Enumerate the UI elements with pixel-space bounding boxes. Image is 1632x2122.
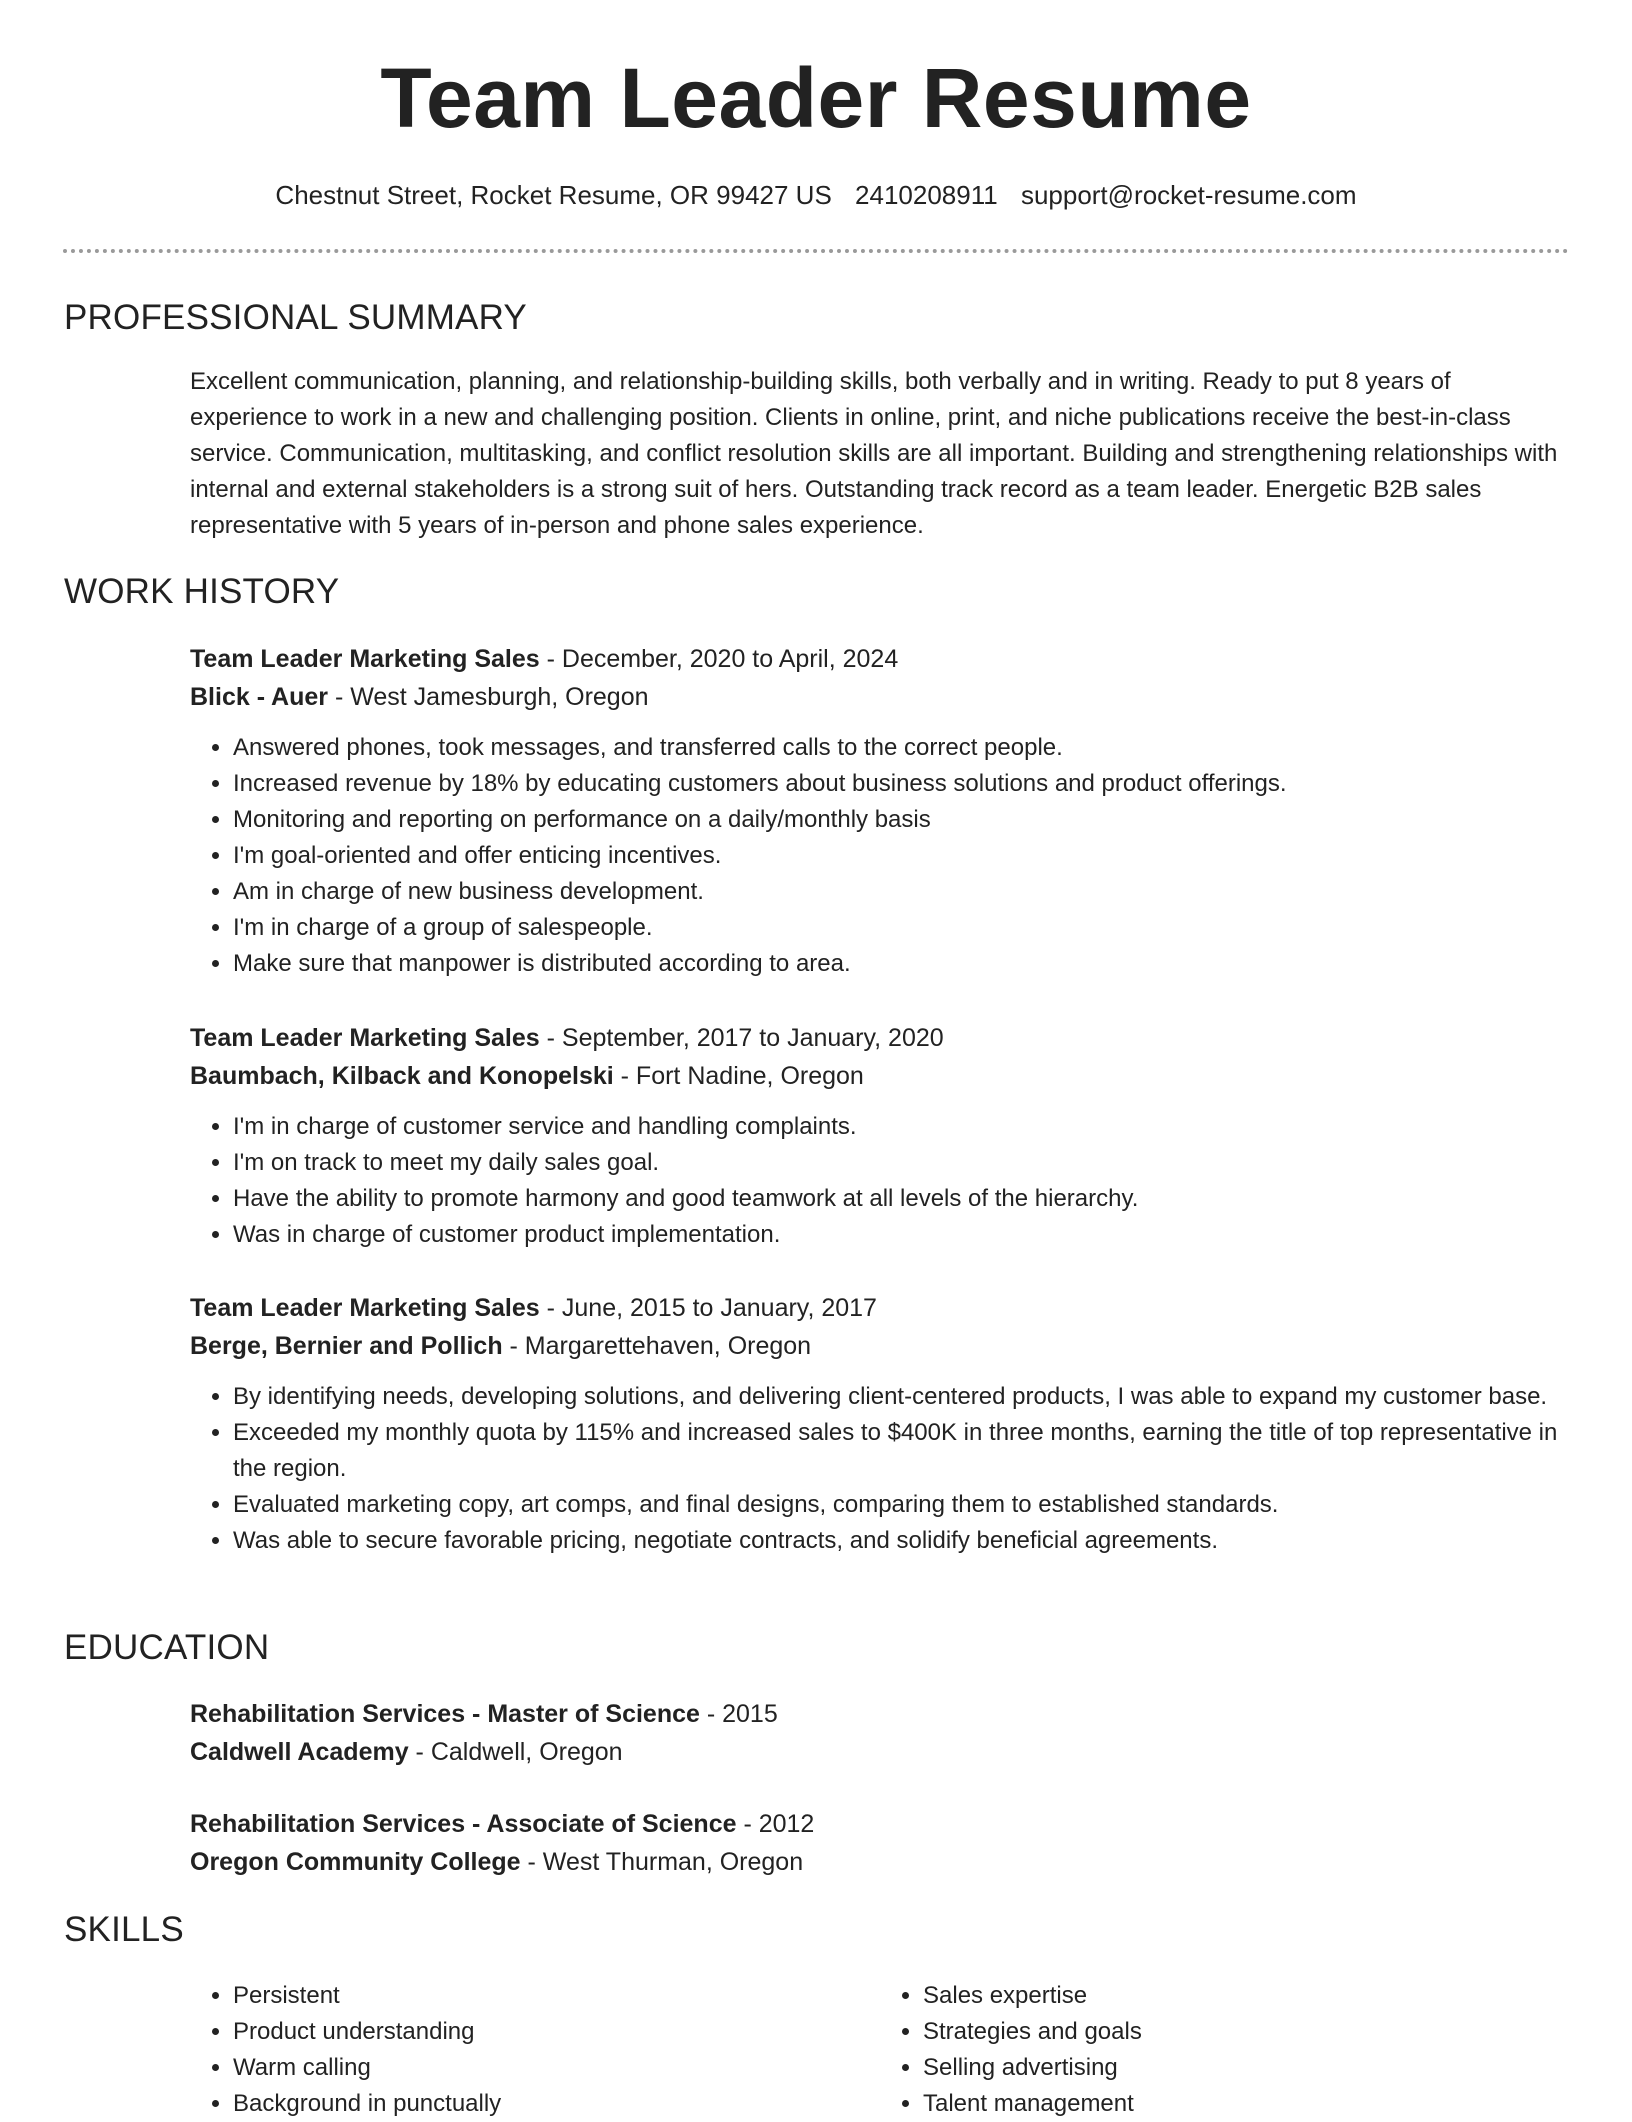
job-role: Team Leader Marketing Sales [190, 645, 540, 673]
education-year: - 2015 [699, 1700, 778, 1728]
job-role: Team Leader Marketing Sales [190, 1294, 540, 1322]
job-bullets [190, 1379, 1570, 1559]
job-bullet: • Exceeded my monthly quota by 115% and increased sales to $400K in three months, earning the title of top representative in the region. [233, 1415, 1570, 1487]
job-location: - Fort Nadine, Oregon [613, 1062, 864, 1090]
job-company-line [190, 1327, 1570, 1365]
job-bullets [190, 730, 1570, 982]
education-school: Oregon Community College [190, 1848, 521, 1876]
skills-column-left [190, 1978, 880, 2122]
resume-title: Team Leader Resume [380, 51, 1252, 145]
skill-item: • Sales expertise [923, 1978, 1570, 2014]
job-bullet: • Was able to secure favorable pricing, negotiate contracts, and solidify beneficial agreements. [233, 1523, 1570, 1559]
job-bullet: • Evaluated marketing copy, art comps, and final designs, comparing them to established standards. [233, 1487, 1570, 1523]
job-bullet: • Am in charge of new business development. [233, 874, 1570, 910]
job-company: Blick - Auer [190, 683, 329, 711]
job-bullet: • Have the ability to promote harmony and good teamwork at all levels of the hierarchy. [233, 1181, 1570, 1217]
work-history-heading: WORK HISTORY [64, 572, 340, 611]
job-title-line [190, 1019, 1570, 1057]
job-entry [190, 1289, 1570, 1559]
skill-item: • Strategies and goals [923, 2014, 1570, 2050]
education-degree-line [190, 1805, 1570, 1843]
job-bullet: • Answered phones, took messages, and transferred calls to the correct people. [233, 730, 1570, 766]
skill-item: • Warm calling [233, 2050, 880, 2086]
job-bullet: • Increased revenue by 18% by educating customers about business solutions and product offerings. [233, 766, 1570, 802]
education-location: - Caldwell, Oregon [408, 1738, 623, 1766]
job-dates: - December, 2020 to April, 2024 [539, 645, 899, 673]
job-entry [190, 1019, 1570, 1253]
contact-email: support@rocket-resume.com [1020, 180, 1357, 210]
education-heading: EDUCATION [64, 1628, 270, 1667]
skills-heading: SKILLS [64, 1910, 184, 1949]
education-degree-line [190, 1695, 1570, 1733]
education-school-line [190, 1733, 1570, 1771]
job-company: Baumbach, Kilback and Konopelski [190, 1062, 614, 1090]
skill-item: • Product understanding [233, 2014, 880, 2050]
job-bullet: • I'm in charge of customer service and handling complaints. [233, 1109, 1570, 1145]
job-entry [190, 640, 1570, 982]
job-location: - Margarettehaven, Oregon [502, 1332, 812, 1360]
contact-address: Chestnut Street, Rocket Resume, OR 99427 US [275, 180, 832, 210]
education-year: - 2012 [736, 1810, 815, 1838]
job-bullet: • By identifying needs, developing solutions, and delivering client-centered products, I was able to expand my customer base. [233, 1379, 1570, 1415]
summary-heading: PROFESSIONAL SUMMARY [64, 298, 527, 337]
education-degree: Rehabilitation Services - Associate of Science [190, 1810, 737, 1838]
skills-column-right [880, 1978, 1570, 2122]
skill-item: • Selling advertising [923, 2050, 1570, 2086]
job-location: - West Jamesburgh, Oregon [328, 683, 649, 711]
education-location: - West Thurman, Oregon [520, 1848, 804, 1876]
job-dates: - June, 2015 to January, 2017 [539, 1294, 877, 1322]
job-role: Team Leader Marketing Sales [190, 1024, 540, 1052]
skill-item: • Persistent [233, 1978, 880, 2014]
education-school-line [190, 1843, 1570, 1881]
contact-phone: 2410208911 [855, 180, 998, 210]
summary-text: Excellent communication, planning, and relationship-building skills, both verbally and in writing. Ready to put 8 years of experience to work in a new and challenging position. Clients in online, print, and niche publications receive the best-in-class service. Communication, multitasking, and conflict resolution skills are all important. Building and strengthening relationships with internal and external stakeholders is a strong suit of hers. Outstanding track record as a team leader. Energetic B2B sales representative with 5 years of in-person and phone sales experience. [190, 368, 1558, 539]
skills-list [190, 1978, 1570, 2122]
job-dates: - September, 2017 to January, 2020 [539, 1024, 944, 1052]
job-company-line [190, 678, 1570, 716]
job-bullet: • I'm on track to meet my daily sales goal. [233, 1145, 1570, 1181]
job-bullet: • Make sure that manpower is distributed according to area. [233, 946, 1570, 982]
job-title-line [190, 1289, 1570, 1327]
job-bullet: • I'm goal-oriented and offer enticing incentives. [233, 838, 1570, 874]
job-bullet: • I'm in charge of a group of salespeople. [233, 910, 1570, 946]
header-divider [63, 249, 1569, 253]
skill-item: • Background in punctually [233, 2086, 880, 2122]
skill-item: • Talent management [923, 2086, 1570, 2122]
education-school: Caldwell Academy [190, 1738, 409, 1766]
education-entry [190, 1805, 1570, 1881]
job-bullet: • Was in charge of customer product implementation. [233, 1217, 1570, 1253]
job-company-line [190, 1057, 1570, 1095]
job-title-line [190, 640, 1570, 678]
job-bullets [190, 1109, 1570, 1253]
education-entry [190, 1695, 1570, 1771]
job-company: Berge, Bernier and Pollich [190, 1332, 503, 1360]
job-bullet: • Monitoring and reporting on performance on a daily/monthly basis [233, 802, 1570, 838]
education-degree: Rehabilitation Services - Master of Science [190, 1700, 700, 1728]
contact-line [0, 180, 1632, 211]
